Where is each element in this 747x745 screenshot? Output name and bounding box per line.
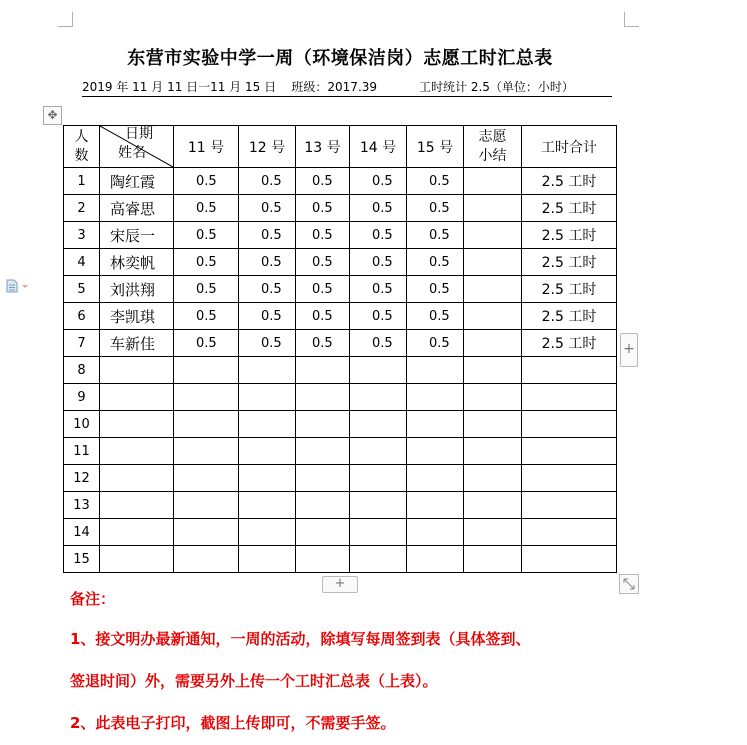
table-resize-handle[interactable] — [619, 574, 639, 594]
table-header-row — [64, 126, 617, 168]
table-row — [64, 249, 617, 276]
header-diagonal-cell — [100, 126, 174, 168]
add-row-button[interactable]: + — [322, 576, 358, 593]
summary-cell[interactable] — [464, 411, 522, 438]
header-people-count — [64, 126, 100, 168]
hours-cell[interactable] — [296, 384, 350, 411]
header-summary-line-1: 志愿 — [478, 128, 507, 145]
name-cell[interactable] — [100, 546, 174, 573]
hours-cell[interactable] — [407, 546, 464, 573]
hours-cell[interactable] — [350, 384, 407, 411]
row-number-cell[interactable]: 14 — [64, 519, 100, 546]
name-cell[interactable] — [100, 357, 174, 384]
hours-cell[interactable] — [350, 438, 407, 465]
hours-cell[interactable] — [407, 492, 464, 519]
hours-cell[interactable]: 0.5 — [350, 222, 407, 249]
hours-cell[interactable] — [174, 492, 239, 519]
move-arrows-icon: ✥ — [47, 108, 58, 122]
name-cell[interactable]: 刘洪翔 — [100, 276, 174, 303]
name-cell[interactable]: 陶红霞 — [100, 168, 174, 195]
hours-cell[interactable]: 0.5 — [407, 249, 464, 276]
hours-cell[interactable] — [296, 465, 350, 492]
table-row — [64, 357, 617, 384]
resize-diagonal-icon — [620, 575, 638, 593]
date-range: 2019 年 11 月 11 日一11 月 15 日 — [82, 80, 277, 94]
row-number-cell[interactable]: 8 — [64, 357, 100, 384]
summary-cell[interactable] — [464, 303, 522, 330]
header-name-label: 姓名 — [118, 145, 146, 161]
summary-cell[interactable] — [464, 195, 522, 222]
header-day-3: 13 号 — [296, 126, 350, 168]
row-number-cell[interactable]: 1 — [64, 168, 100, 195]
row-number-cell[interactable]: 4 — [64, 249, 100, 276]
document-icon[interactable] — [6, 278, 32, 292]
header-people-char-2: 数 — [74, 147, 89, 164]
class-label: 班级：2017.39 — [291, 80, 378, 94]
table-move-handle[interactable] — [43, 106, 62, 125]
header-people-char-1: 人 — [74, 128, 89, 145]
summary-cell[interactable] — [464, 276, 522, 303]
hours-cell[interactable] — [350, 546, 407, 573]
hours-cell[interactable] — [296, 411, 350, 438]
hours-cell[interactable]: 0.5 — [407, 195, 464, 222]
table-row — [64, 276, 617, 303]
hours-cell[interactable] — [296, 546, 350, 573]
hours-cell[interactable] — [174, 357, 239, 384]
total-cell[interactable]: 2.5 工时 — [522, 195, 617, 222]
page-corner-top-right — [624, 12, 639, 27]
table-row — [64, 303, 617, 330]
summary-cell[interactable] — [464, 384, 522, 411]
total-cell[interactable]: 2.5 工时 — [522, 330, 617, 357]
hours-cell[interactable] — [350, 411, 407, 438]
hours-cell[interactable] — [350, 492, 407, 519]
summary-cell[interactable] — [464, 465, 522, 492]
summary-cell[interactable] — [464, 519, 522, 546]
hours-cell[interactable]: 0.5 — [296, 330, 350, 357]
notes-line-1: 1、接文明办最新通知，一周的活动，除填写每周签到表（具体签到、 — [70, 630, 531, 648]
name-cell[interactable]: 宋辰一 — [100, 222, 174, 249]
hours-cell[interactable] — [174, 411, 239, 438]
hours-cell[interactable]: 0.5 — [407, 303, 464, 330]
hours-cell[interactable] — [407, 465, 464, 492]
hours-cell[interactable] — [239, 384, 296, 411]
hours-cell[interactable]: 0.5 — [407, 330, 464, 357]
header-summary — [464, 126, 522, 168]
hours-cell[interactable] — [239, 357, 296, 384]
table-row — [64, 222, 617, 249]
total-cell[interactable] — [522, 438, 617, 465]
table-row — [64, 384, 617, 411]
table-row — [64, 465, 617, 492]
hours-cell[interactable]: 0.5 — [407, 276, 464, 303]
table-row — [64, 330, 617, 357]
hours-cell[interactable] — [296, 492, 350, 519]
hours-cell[interactable] — [174, 384, 239, 411]
hours-cell[interactable]: 0.5 — [296, 222, 350, 249]
row-number-cell[interactable]: 7 — [64, 330, 100, 357]
hours-cell[interactable] — [174, 519, 239, 546]
hours-cell[interactable] — [174, 465, 239, 492]
total-cell[interactable] — [522, 411, 617, 438]
hours-cell[interactable] — [407, 519, 464, 546]
hours-cell[interactable]: 0.5 — [296, 168, 350, 195]
hours-cell[interactable]: 0.5 — [239, 276, 296, 303]
name-cell[interactable]: 李凯琪 — [100, 303, 174, 330]
row-number-cell[interactable]: 12 — [64, 465, 100, 492]
hours-cell[interactable]: 0.5 — [174, 276, 239, 303]
total-cell[interactable] — [522, 519, 617, 546]
name-cell[interactable] — [100, 438, 174, 465]
header-total: 工时合计 — [522, 126, 617, 168]
hours-cell[interactable]: 0.5 — [239, 303, 296, 330]
name-cell[interactable] — [100, 465, 174, 492]
row-number-cell[interactable]: 5 — [64, 276, 100, 303]
header-day-4: 14 号 — [350, 126, 407, 168]
notes-line-3: 2、此表电子打印，截图上传即可，不需要手签。 — [70, 714, 396, 732]
hours-cell[interactable] — [239, 465, 296, 492]
header-day-5: 15 号 — [407, 126, 464, 168]
summary-cell[interactable] — [464, 168, 522, 195]
hours-cell[interactable]: 0.5 — [239, 249, 296, 276]
name-cell[interactable] — [100, 384, 174, 411]
summary-cell[interactable] — [464, 438, 522, 465]
hours-cell[interactable] — [296, 438, 350, 465]
hours-cell[interactable]: 0.5 — [407, 168, 464, 195]
row-number-cell[interactable]: 11 — [64, 438, 100, 465]
hours-cell[interactable] — [239, 546, 296, 573]
hours-cell[interactable]: 0.5 — [174, 168, 239, 195]
hours-cell[interactable] — [350, 465, 407, 492]
hours-cell[interactable]: 0.5 — [350, 249, 407, 276]
total-cell[interactable]: 2.5 工时 — [522, 222, 617, 249]
hours-cell[interactable] — [174, 438, 239, 465]
hours-cell[interactable] — [239, 411, 296, 438]
hours-cell[interactable]: 0.5 — [239, 330, 296, 357]
page-corner-top-left — [58, 12, 73, 27]
hours-cell[interactable]: 0.5 — [407, 222, 464, 249]
hours-cell[interactable] — [239, 438, 296, 465]
table-row — [64, 168, 617, 195]
name-cell[interactable] — [100, 492, 174, 519]
hours-cell[interactable] — [239, 519, 296, 546]
total-cell[interactable]: 2.5 工时 — [522, 249, 617, 276]
row-number-cell[interactable]: 3 — [64, 222, 100, 249]
hours-cell[interactable]: 0.5 — [239, 222, 296, 249]
table-row — [64, 195, 617, 222]
hours-table — [63, 125, 617, 573]
total-cell[interactable] — [522, 384, 617, 411]
add-column-button[interactable]: + — [620, 333, 638, 367]
header-date-label: 日期 — [125, 126, 153, 142]
hours-cell[interactable]: 0.5 — [296, 303, 350, 330]
table-row — [64, 519, 617, 546]
stats-label: 工时统计 2.5（单位：小时） — [419, 80, 574, 94]
hours-cell[interactable]: 0.5 — [350, 303, 407, 330]
summary-cell[interactable] — [464, 492, 522, 519]
table-row — [64, 438, 617, 465]
table-row — [64, 411, 617, 438]
total-cell[interactable] — [522, 492, 617, 519]
summary-cell[interactable] — [464, 249, 522, 276]
hours-cell[interactable]: 0.5 — [174, 330, 239, 357]
hours-cell[interactable] — [407, 411, 464, 438]
notes-heading: 备注： — [70, 590, 116, 608]
notes-line-2: 签退时间）外，需要另外上传一个工时汇总表（上表）。 — [70, 672, 438, 690]
hours-cell[interactable]: 0.5 — [174, 303, 239, 330]
name-cell[interactable]: 车新佳 — [100, 330, 174, 357]
hours-cell[interactable] — [407, 438, 464, 465]
summary-cell[interactable] — [464, 546, 522, 573]
hours-cell[interactable]: 0.5 — [174, 195, 239, 222]
header-summary-line-2: 小结 — [478, 147, 507, 164]
hours-cell[interactable]: 0.5 — [174, 222, 239, 249]
row-number-cell[interactable]: 9 — [64, 384, 100, 411]
name-cell[interactable] — [100, 411, 174, 438]
hours-cell[interactable] — [174, 546, 239, 573]
hours-cell[interactable] — [350, 519, 407, 546]
hours-cell[interactable] — [239, 492, 296, 519]
total-cell[interactable] — [522, 546, 617, 573]
row-number-cell[interactable]: 2 — [64, 195, 100, 222]
summary-cell[interactable] — [464, 330, 522, 357]
total-cell[interactable]: 2.5 工时 — [522, 168, 617, 195]
document-subtitle — [82, 80, 612, 97]
row-number-cell[interactable]: 13 — [64, 492, 100, 519]
hours-cell[interactable]: 0.5 — [350, 195, 407, 222]
hours-cell[interactable]: 0.5 — [239, 195, 296, 222]
total-cell[interactable]: 2.5 工时 — [522, 276, 617, 303]
table-row — [64, 492, 617, 519]
hours-cell[interactable] — [296, 519, 350, 546]
summary-cell[interactable] — [464, 357, 522, 384]
row-number-cell[interactable]: 6 — [64, 303, 100, 330]
name-cell[interactable]: 林奕帆 — [100, 249, 174, 276]
hours-cell[interactable] — [407, 357, 464, 384]
header-day-1: 11 号 — [174, 126, 239, 168]
table-row — [64, 546, 617, 573]
hours-cell[interactable] — [296, 357, 350, 384]
row-number-cell[interactable]: 15 — [64, 546, 100, 573]
total-cell[interactable]: 2.5 工时 — [522, 303, 617, 330]
row-number-cell[interactable]: 10 — [64, 411, 100, 438]
hours-cell[interactable]: 0.5 — [239, 168, 296, 195]
hours-cell[interactable]: 0.5 — [296, 195, 350, 222]
hours-cell[interactable]: 0.5 — [174, 249, 239, 276]
total-cell[interactable] — [522, 465, 617, 492]
name-cell[interactable] — [100, 519, 174, 546]
hours-cell[interactable]: 0.5 — [350, 168, 407, 195]
hours-cell[interactable]: 0.5 — [296, 249, 350, 276]
total-cell[interactable] — [522, 357, 617, 384]
hours-cell[interactable]: 0.5 — [350, 330, 407, 357]
document-title: 东营市实验中学一周（环境保洁岗）志愿工时汇总表 — [127, 48, 553, 69]
hours-cell[interactable] — [350, 357, 407, 384]
header-day-2: 12 号 — [239, 126, 296, 168]
summary-cell[interactable] — [464, 222, 522, 249]
hours-cell[interactable]: 0.5 — [296, 276, 350, 303]
name-cell[interactable]: 高睿思 — [100, 195, 174, 222]
hours-cell[interactable] — [407, 384, 464, 411]
hours-cell[interactable]: 0.5 — [350, 276, 407, 303]
